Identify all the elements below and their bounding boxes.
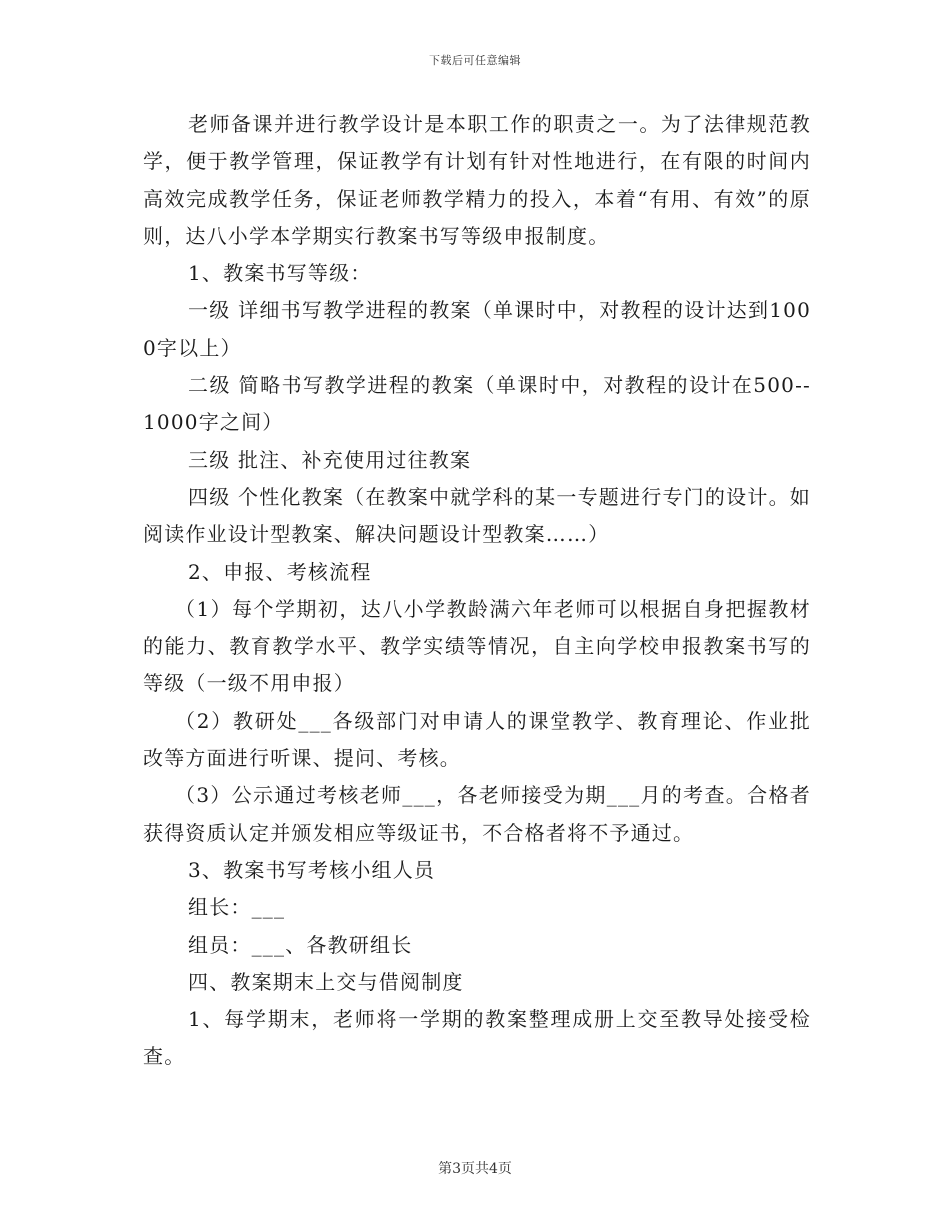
section-2-heading: 2、申报、考核流程 — [188, 559, 372, 584]
level-3-item: 三级 批注、补充使用过往教案 — [188, 447, 472, 472]
level-2-item: 二级 简略书写教学进程的教案（单课时中，对教程的设计在500--1000字之间） — [143, 373, 811, 435]
section-1-heading: 1、教案书写等级： — [188, 261, 372, 286]
section-4-item-1: 1、每学期末，老师将一学期的教案整理成册上交至教导处接受检查。 — [143, 1007, 811, 1069]
step-2-item: （2）教研处___各级部门对申请人的课堂教学、教育理论、作业批改等方面进行听课、提问、考核。 — [143, 708, 811, 771]
section-4-heading: 四、教案期末上交与借阅制度 — [188, 969, 464, 994]
level-4-item: 四级 个性化教案（在教案中就学科的某一专题进行专门的设计。如阅读作业设计型教案、解决问题设计型教案……） — [143, 484, 811, 547]
document-body — [143, 106, 811, 1076]
level-1-item: 一级 详细书写教学进程的教案（单课时中，对教程的设计达到1000字以上） — [143, 298, 811, 360]
group-members-line: 组员：___、各教研组长 — [188, 932, 413, 957]
group-leader-line: 组长：___ — [188, 895, 286, 920]
page-header-note: 下载后可任意编辑 — [429, 54, 521, 67]
step-1-item: （1）每个学期初，达八小学教龄满六年老师可以根据自身把握教材的能力、教育教学水平、教学实绩等情况，自主向学校申报教案书写的等级（一级不用申报） — [143, 596, 811, 696]
step-3-item: （3）公示通过考核老师___，各老师接受为期___月的考查。合格者获得资质认定并颁发相应等级证书，不合格者将不予通过。 — [143, 783, 811, 845]
intro-paragraph: 老师备课并进行教学设计是本职工作的职责之一。为了法律规范教学，便于教学管理，保证教学有计划有针对性地进行，在有限的时间内高效完成教学任务，保证老师教学精力的投入，本着“有用、有效”的原则，达八小学本学期实行教案书写等级申报制度。 — [143, 112, 811, 248]
section-3-heading: 3、教案书写考核小组人员 — [188, 857, 436, 882]
page-number: 第3页共4页 — [438, 1161, 512, 1177]
